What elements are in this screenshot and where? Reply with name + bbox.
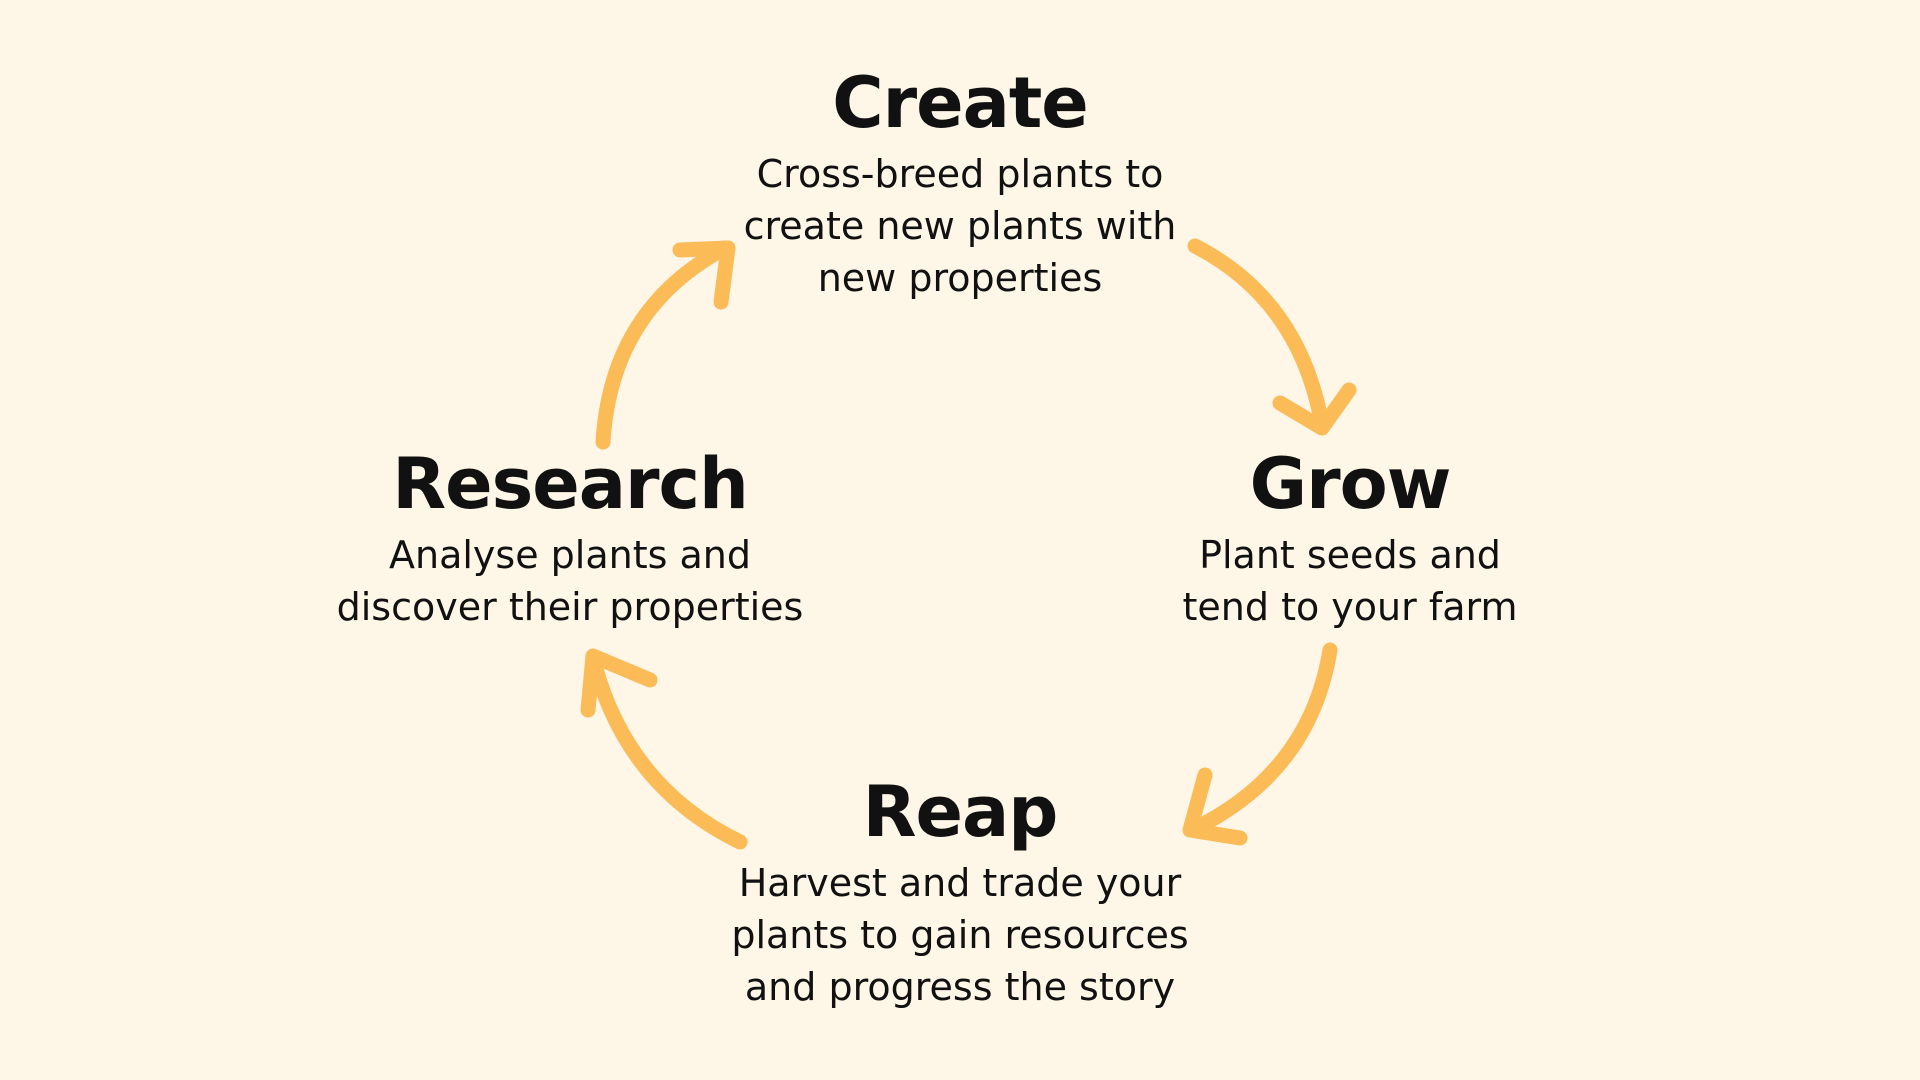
stage-grow [1100,443,1600,633]
stage-research-title: Research [392,443,748,525]
stage-reap-description [630,857,1290,1013]
stage-create-line: create new plants with [743,203,1177,248]
stage-create-title: Create [832,62,1088,144]
stage-grow-description [1100,529,1600,633]
stage-grow-line: Plant seeds and [1199,532,1501,577]
stage-reap-line: Harvest and trade your [738,860,1182,905]
stage-reap [630,771,1290,1013]
stage-reap-line: plants to gain resources [731,912,1189,957]
stage-create-description [650,148,1270,304]
stage-research [300,443,840,633]
stage-grow-title: Grow [1249,443,1451,525]
stage-create [650,62,1270,304]
stage-research-line: Analyse plants and [389,532,751,577]
stage-create-line: new properties [817,255,1103,300]
stage-grow-line: tend to your farm [1182,584,1518,629]
stage-create-line: Cross-breed plants to [756,151,1164,196]
stage-reap-title: Reap [862,771,1058,853]
stage-research-description [300,529,840,633]
stage-reap-line: and progress the story [744,964,1176,1009]
stage-research-line: discover their properties [336,584,804,629]
